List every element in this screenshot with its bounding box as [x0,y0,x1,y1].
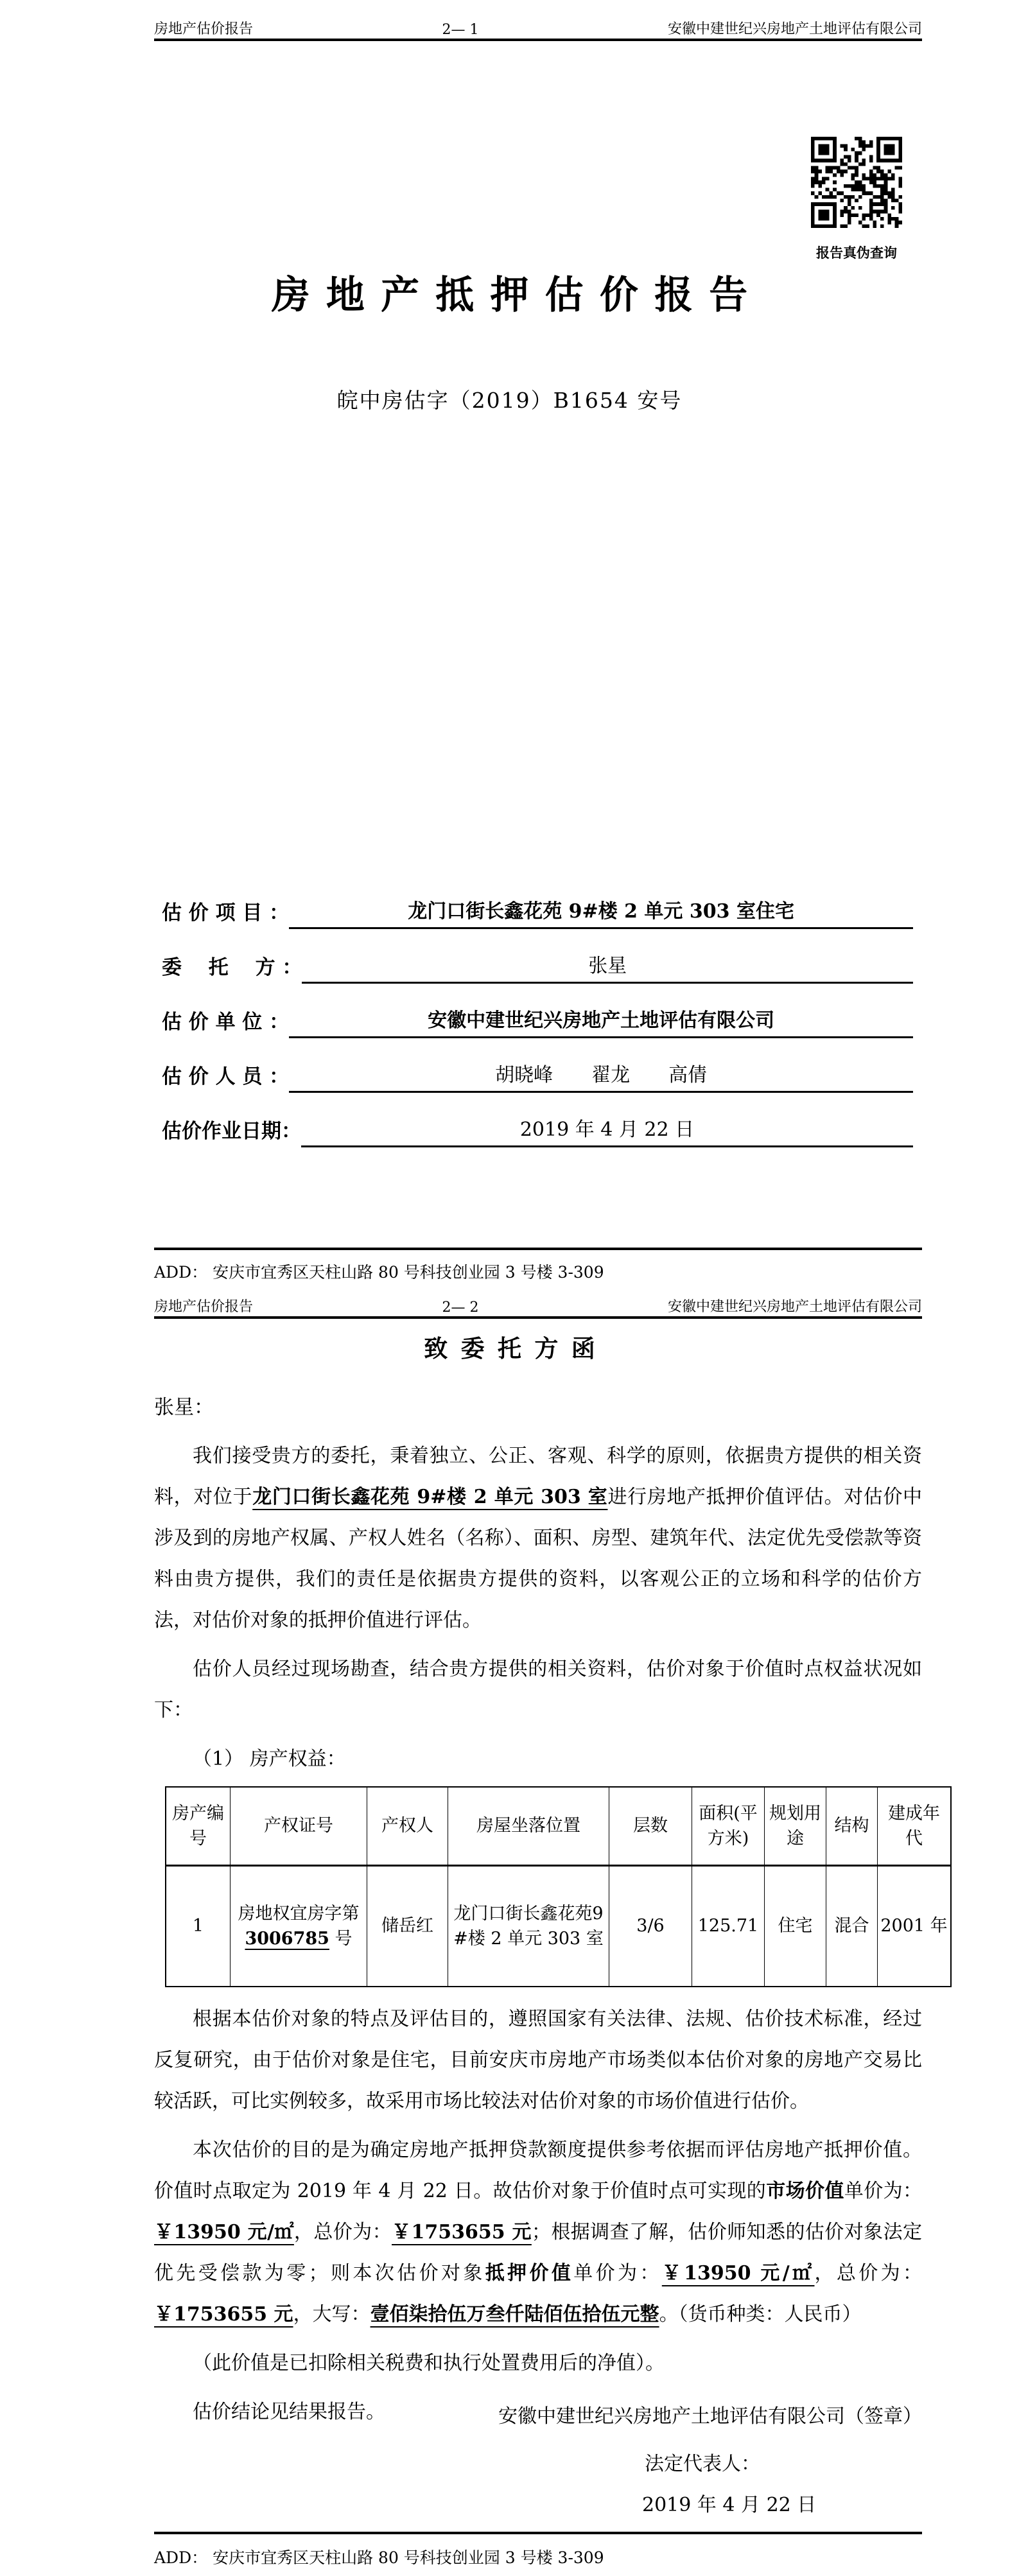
col-header-floors: 层数 [609,1787,692,1866]
info-line-project [162,875,913,929]
closing-date: 2019 年 4 月 22 日 [642,2494,817,2516]
letter-salutation: 张星： [154,1396,214,1419]
report-title: 房地产抵押估价报告 [271,273,764,318]
cert-prefix: 房地权宜房字第 [238,1903,360,1924]
amount-in-words: 壹佰柒拾伍万叁仟陆佰伍拾伍元整 [370,2303,659,2326]
letter-paragraph-2: 估价人员经过现场勘查，结合贵方提供的相关资料，估价对象于价值时点权益状况如下： [154,1658,922,1721]
info-line-client [162,929,913,984]
p5-text-7: ，大写： [293,2303,370,2326]
letter-paragraph-5 [154,2130,922,2335]
project-label: 估 价 项 目 ： [162,901,290,925]
page2-header-company: 安徽中建世纪兴房地产土地评估有限公司 [667,1299,922,1315]
date-value: 2019 年 4 月 22 日 [301,1113,913,1147]
page1-header-company: 安徽中建世纪兴房地产土地评估有限公司 [667,21,922,37]
page2-footer-rule [154,2532,922,2534]
page1-running-header [154,18,922,38]
letter-paragraph-1 [154,1436,922,1641]
letter-title: 致委托方函 [424,1334,609,1362]
appraisers-value: 胡晓峰 翟龙 高倩 [289,1059,913,1093]
mortgage-unit-price: ￥13950 元/㎡ [661,2262,815,2284]
page2-header-rule [154,1316,922,1319]
cell-cert-no [231,1866,367,1987]
col-header-location: 房屋坐落位置 [448,1787,609,1866]
p5-text-6: ，总价为： [814,2262,923,2284]
closing-company-signature: 安徽中建世纪兴房地产土地评估有限公司（签章） [498,2405,922,2428]
page1-header-doc-type: 房地产估价报告 [154,21,254,37]
market-unit-price: ￥13950 元/㎡ [154,2221,294,2243]
col-header-planned-use: 规划用途 [765,1787,826,1866]
cell-property-no: 1 [166,1866,231,1987]
page2-header-doc-type: 房地产估价报告 [154,1299,254,1315]
market-total-price: ￥1753655 元 [392,2221,532,2243]
p5-text-4: ；根据调查了解，估价师知悉的估价对象法定优先受偿款为零；则本次估价对象 [154,2221,922,2284]
page2-running-header [154,1296,922,1316]
table-header-row [166,1787,951,1866]
client-value: 张星 [302,950,913,984]
closing-legal-representative: 法定代表人： [645,2453,760,2475]
page1-footer-address: ADD： 安庆市宜秀区天柱山路 80 号科技创业园 3 号楼 3-309 [154,1263,604,1282]
p1-text-cont: 进行房地产抵押价值评估。对估价中涉及到的房地产权属、产权人姓名（名称）、面积、房型、建筑年代、法定优先受偿款等资料由贵方提供，我们的责任是依据贵方提供的资料，以客观公正的立场和科学的估价方法，对估价对象的抵押价值进行评估。 [154,1486,923,1632]
info-line-date [162,1093,913,1147]
report-number: 皖中房估字（2019）B1654 安号 [336,388,683,413]
client-label: 委 托 方 ： [162,956,302,979]
qr-code [811,137,902,228]
market-value-term: 市场价值 [766,2180,844,2202]
page1-header-page-number: 2— 1 [442,22,479,38]
cell-structure: 混合 [826,1866,878,1987]
mortgage-value-term: 抵押价值 [485,2262,574,2284]
cell-location: 龙门口街长鑫花苑9#楼 2 单元 303 室 [448,1866,609,1987]
date-label: 估价作业日期： [162,1120,301,1143]
page2-footer-address: ADD： 安庆市宜秀区天柱山路 80 号科技创业园 3 号楼 3-309 [154,2548,604,2567]
cert-number: 3006785 [245,1929,329,1949]
letter-paragraph-3: （1） 房产权益： [193,1748,346,1770]
col-header-cert-no: 产权证号 [231,1787,367,1866]
info-line-appraisers [162,1038,913,1093]
project-value: 龙门口街长鑫花苑 9#楼 2 单元 303 室住宅 [289,895,913,929]
cover-info-block [162,875,913,1147]
p5-text-1: 本次估价的目的是为确定房地产抵押贷款额度提供参考依据而评估房地产抵押价值。价值时点取定为 2019 年 4 月 22 日。故估价对象于价值时点可实现的 [154,2139,922,2202]
agency-label: 估 价 单 位 ： [162,1011,290,1034]
qr-code-icon [811,137,902,228]
p5-text-2: 单价为： [844,2180,923,2202]
cell-planned-use: 住宅 [765,1866,826,1987]
col-header-owner: 产权人 [367,1787,448,1866]
cell-owner: 储岳红 [367,1866,448,1987]
p5-text-5: 单价为： [573,2262,662,2284]
p1-text: 我们接受贵方的委托，秉着独立、公正、客观、科学的原则，依据贵方提供的相关资料，对位于 [154,1445,922,1508]
page2-header-page-number: 2— 2 [442,1300,479,1316]
mortgage-total-price: ￥1753655 元 [154,2303,293,2326]
appraisers-label: 估 价 人 员 ： [162,1065,290,1088]
cell-floors: 3/6 [609,1866,692,1987]
letter-body [154,1387,948,2433]
info-line-agency [162,984,913,1038]
cell-year-built: 2001 年 [878,1866,952,1987]
p1-property-address: 龙门口街长鑫花苑 9#楼 2 单元 303 室 [252,1486,608,1508]
page1-footer-rule [154,1248,922,1250]
letter-paragraph-6: （此价值是已扣除相关税费和执行处置费用后的净值）。 [193,2352,665,2374]
cell-area: 125.71 [692,1866,765,1987]
qr-caption: 报告真伪查询 [816,245,897,261]
col-header-year-built: 建成年代 [878,1787,952,1866]
letter-paragraph-4: 根据本估价对象的特点及评估目的，遵照国家有关法律、法规、估价技术标准，经过反复研究，由于估价对象是住宅，目前安庆市房地产市场类似本估价对象的房地产交易比较活跃，可比实例较多，故采用市场比较法对估价对象的市场价值进行估价。 [154,2008,922,2112]
cert-suffix: 号 [329,1929,353,1949]
table-row [166,1866,951,1987]
col-header-area: 面积(平方米) [692,1787,765,1866]
property-rights-table [165,1786,952,1987]
agency-value: 安徽中建世纪兴房地产土地评估有限公司 [289,1004,913,1038]
col-header-property-no: 房产编号 [166,1787,231,1866]
col-header-structure: 结构 [826,1787,878,1866]
p5-text-3: ，总价为： [293,2221,392,2243]
page1-header-rule [154,39,922,41]
p5-text-8: 。（货币种类：人民币） [659,2303,862,2326]
letter-paragraph-7: 估价结论见结果报告。 [193,2401,385,2423]
